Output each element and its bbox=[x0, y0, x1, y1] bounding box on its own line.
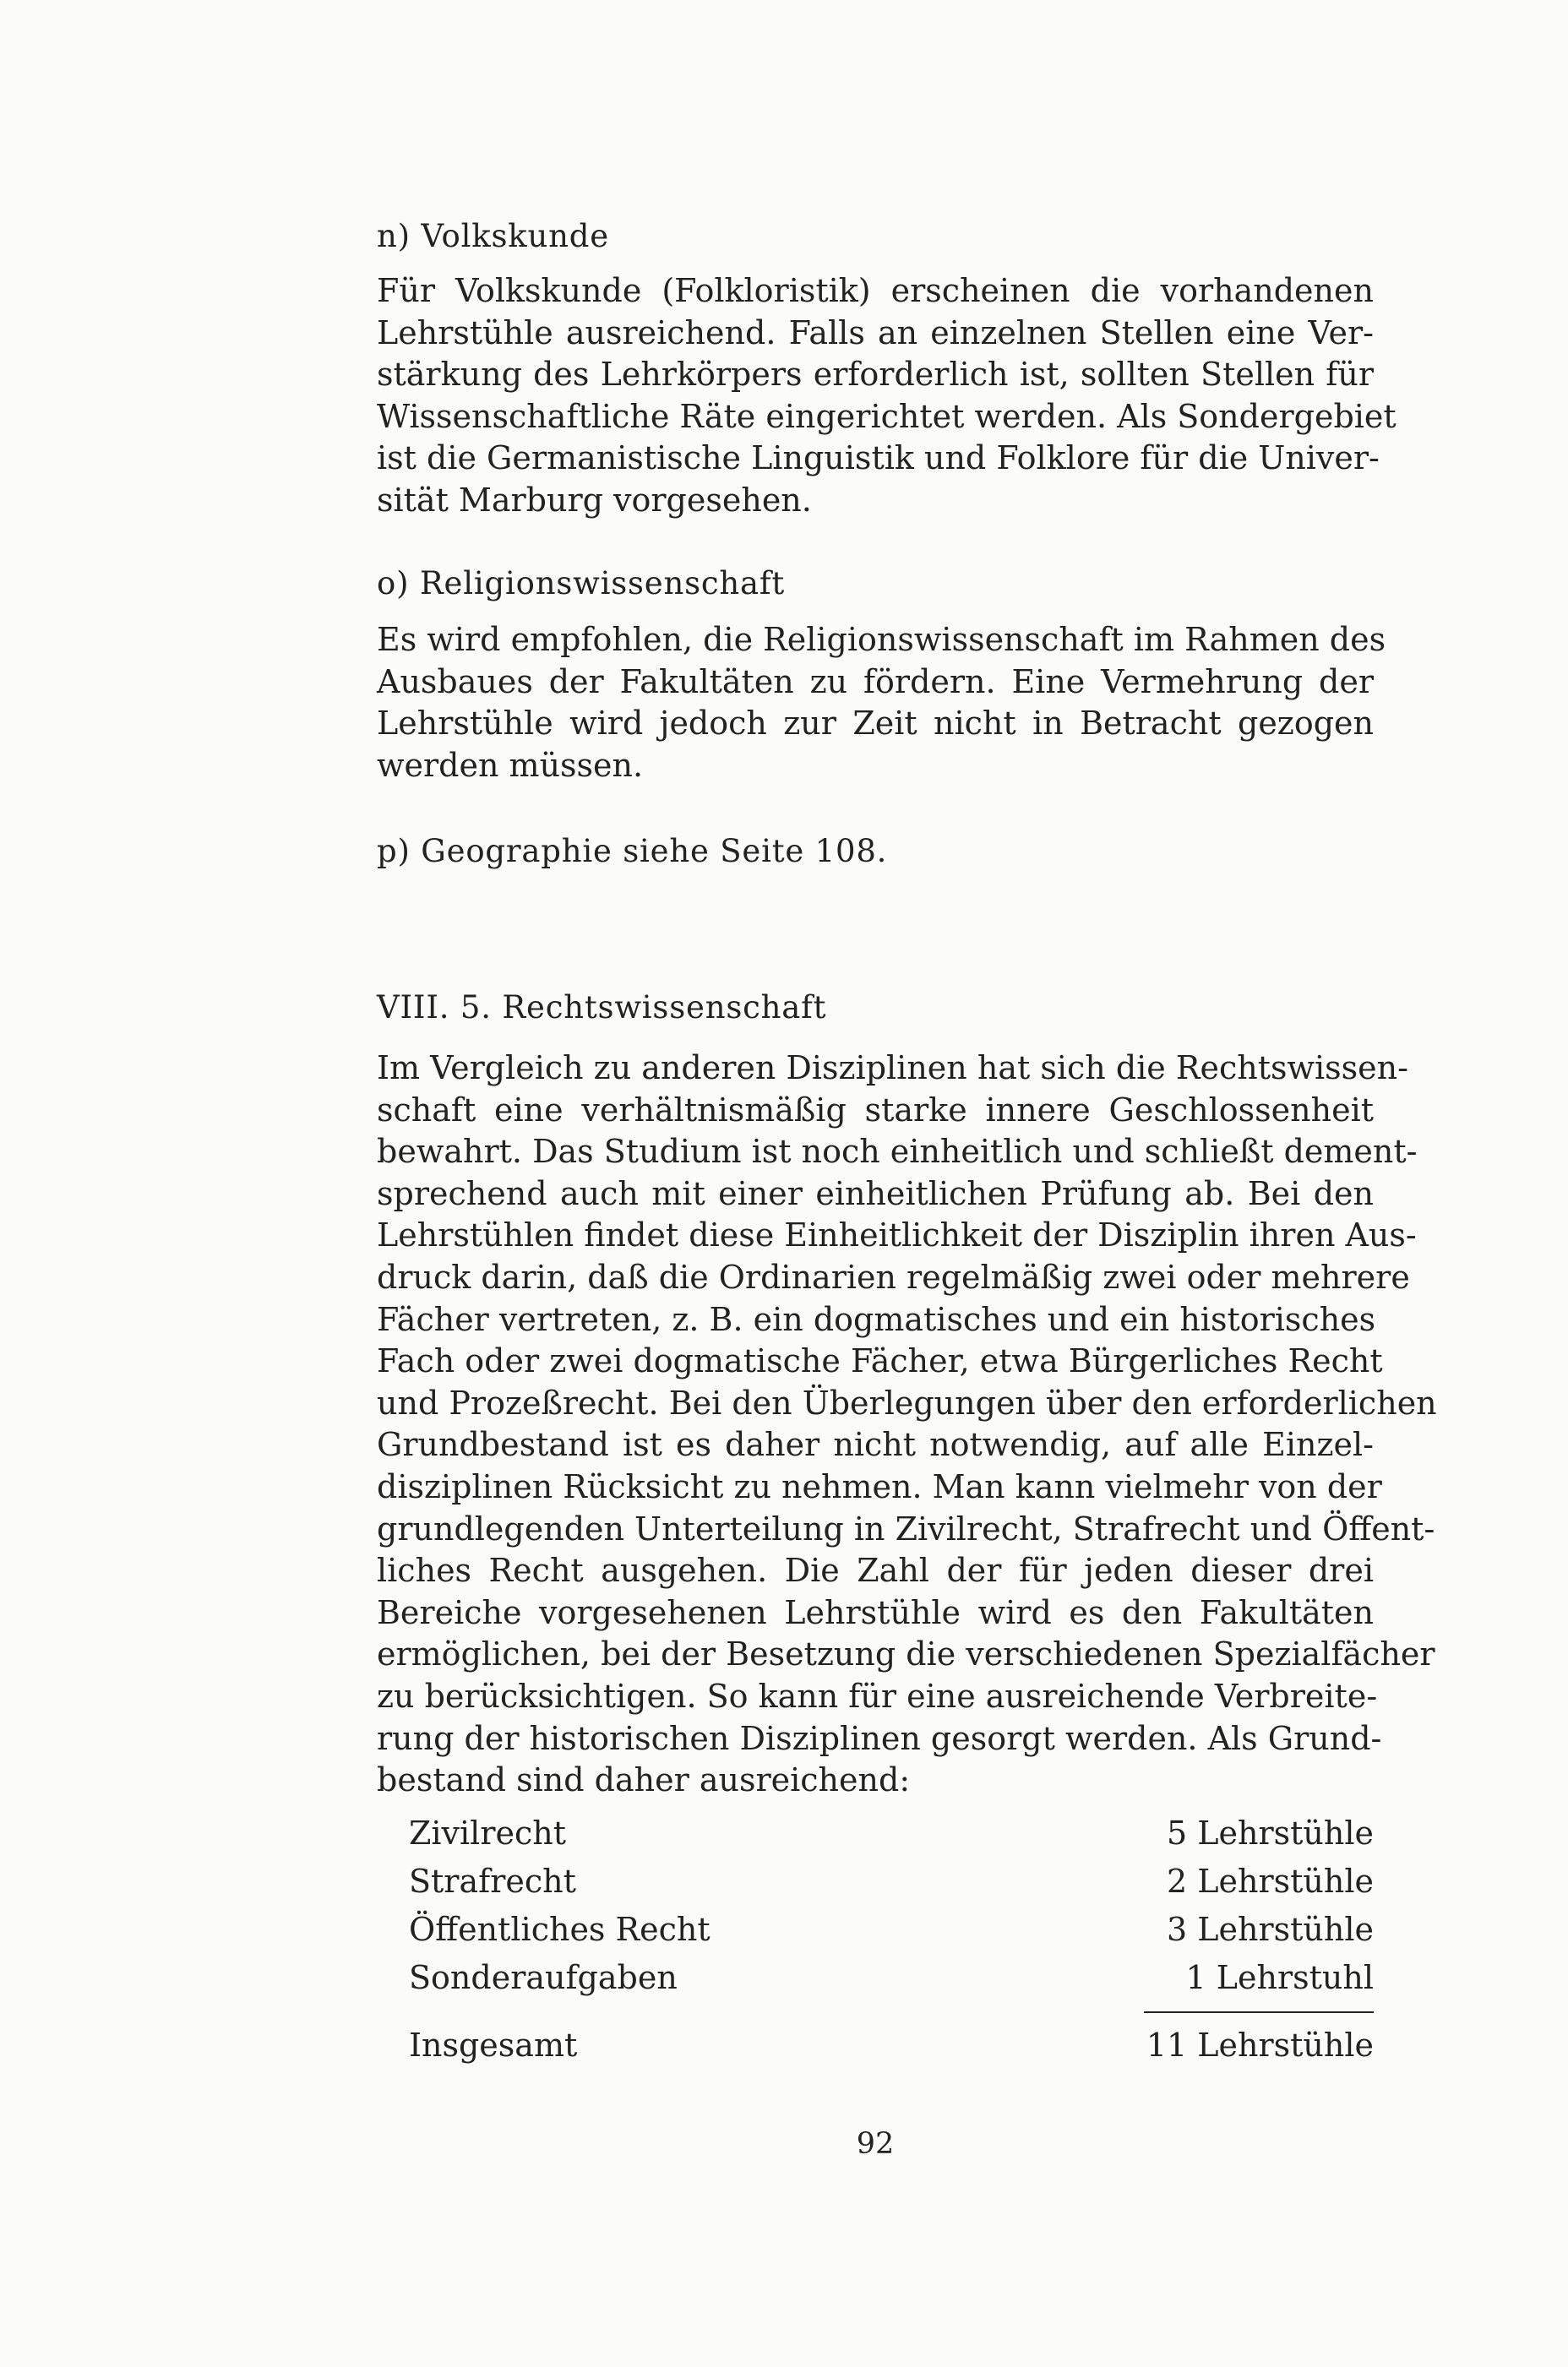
total-value: 11 Lehrstühle bbox=[1146, 2027, 1374, 2064]
row-value: 5 Lehrstühle bbox=[1167, 1815, 1374, 1852]
paragraph-volkskunde bbox=[377, 270, 1396, 522]
text-line: grundlegenden Unterteilung in Zivilrecht, Strafrecht und Öffent- bbox=[377, 1510, 1435, 1548]
total-label: Insgesamt bbox=[409, 2027, 578, 2064]
row-label: Zivilrecht bbox=[409, 1815, 567, 1852]
text-line: liches Recht ausgehen. Die Zahl der für jeden dieser drei bbox=[377, 1552, 1374, 1590]
text-line: Lehrstühle ausreichend. Falls an einzelnen Stellen eine Ver- bbox=[377, 313, 1374, 351]
row-label: Öffentliches Recht bbox=[409, 1911, 710, 1948]
text-line: Für Volkskunde (Folkloristik) erscheinen die vorhandenen bbox=[377, 272, 1374, 309]
text-line: Ausbaues der Fakultäten zu fördern. Eine Vermehrung der bbox=[377, 662, 1374, 700]
paragraph-religionswissenschaft bbox=[377, 619, 1386, 786]
book-page bbox=[377, 0, 1437, 2367]
sum-rule-divider bbox=[1144, 2011, 1374, 2013]
text-line: bestand sind daher ausreichend: bbox=[377, 1761, 911, 1799]
text-line: Im Vergleich zu anderen Disziplinen hat sich die Rechtswissen- bbox=[377, 1049, 1408, 1086]
table-row bbox=[377, 1863, 1374, 1910]
row-value: 3 Lehrstühle bbox=[1167, 1911, 1374, 1948]
text-line: Wissenschaftliche Räte eingerichtet werden. Als Sondergebiet bbox=[377, 397, 1396, 435]
text-line: Bereiche vorgesehenen Lehrstühle wird es den Fakultäten bbox=[377, 1593, 1374, 1631]
text-line: schaft eine verhältnismäßig starke innere Geschlossenheit bbox=[377, 1091, 1374, 1129]
text-line: Grundbestand ist es daher nicht notwendig, auf alle Einzel- bbox=[377, 1426, 1374, 1464]
table-total-row bbox=[377, 2027, 1374, 2074]
table-row bbox=[377, 1815, 1374, 1862]
page-number: 92 bbox=[856, 2127, 895, 2161]
text-line: ist die Germanistische Linguistik und Folklore für die Univer- bbox=[377, 439, 1380, 477]
text-line: sität Marburg vorgesehen. bbox=[377, 481, 812, 519]
section-heading-geographie: p) Geographie siehe Seite 108. bbox=[377, 833, 888, 869]
text-line: Es wird empfohlen, die Religionswissenschaft im Rahmen des bbox=[377, 621, 1386, 658]
row-label: Sonderaufgaben bbox=[409, 1959, 678, 1996]
text-line: stärkung des Lehrkörpers erforderlich ist, sollten Stellen für bbox=[377, 356, 1374, 394]
text-line: Fach oder zwei dogmatische Fächer, etwa Bürgerliches Recht bbox=[377, 1342, 1383, 1380]
text-line: druck darin, daß die Ordinarien regelmäßig zwei oder mehrere bbox=[377, 1258, 1410, 1296]
section-heading-volkskunde: n) Volkskunde bbox=[377, 218, 609, 254]
text-line: Lehrstühlen findet diese Einheitlichkeit der Disziplin ihren Aus- bbox=[377, 1216, 1417, 1254]
row-value: 1 Lehrstuhl bbox=[1185, 1959, 1374, 1996]
text-line: zu berücksichtigen. So kann für eine ausreichende Verbreite- bbox=[377, 1677, 1378, 1715]
text-line: ermöglichen, bei der Besetzung die verschiedenen Spezialfächer bbox=[377, 1635, 1435, 1673]
text-line: und Prozeßrecht. Bei den Überlegungen über den erforderlichen bbox=[377, 1384, 1437, 1422]
text-line: rung der historischen Disziplinen gesorgt werden. Als Grund- bbox=[377, 1719, 1382, 1757]
text-line: werden müssen. bbox=[377, 746, 644, 784]
row-label: Strafrecht bbox=[409, 1863, 576, 1900]
row-value: 2 Lehrstühle bbox=[1167, 1863, 1374, 1900]
text-line: sprechend auch mit einer einheitlichen Prüfung ab. Bei den bbox=[377, 1174, 1374, 1212]
table-row bbox=[377, 1911, 1374, 1958]
table-row bbox=[377, 1959, 1374, 2006]
text-line: Fächer vertreten, z. B. ein dogmatisches und ein historisches bbox=[377, 1300, 1376, 1338]
text-line: disziplinen Rücksicht zu nehmen. Man kann vielmehr von der bbox=[377, 1467, 1382, 1505]
section-heading-rechtswissenschaft: VIII. 5. Rechtswissenschaft bbox=[377, 989, 827, 1026]
paragraph-rechtswissenschaft bbox=[377, 1047, 1437, 1802]
text-line: bewahrt. Das Studium ist noch einheitlich und schließt dement- bbox=[377, 1133, 1418, 1171]
text-line: Lehrstühle wird jedoch zur Zeit nicht in Betracht gezogen bbox=[377, 705, 1374, 743]
section-heading-religionswissenschaft: o) Religionswissenschaft bbox=[377, 565, 786, 601]
